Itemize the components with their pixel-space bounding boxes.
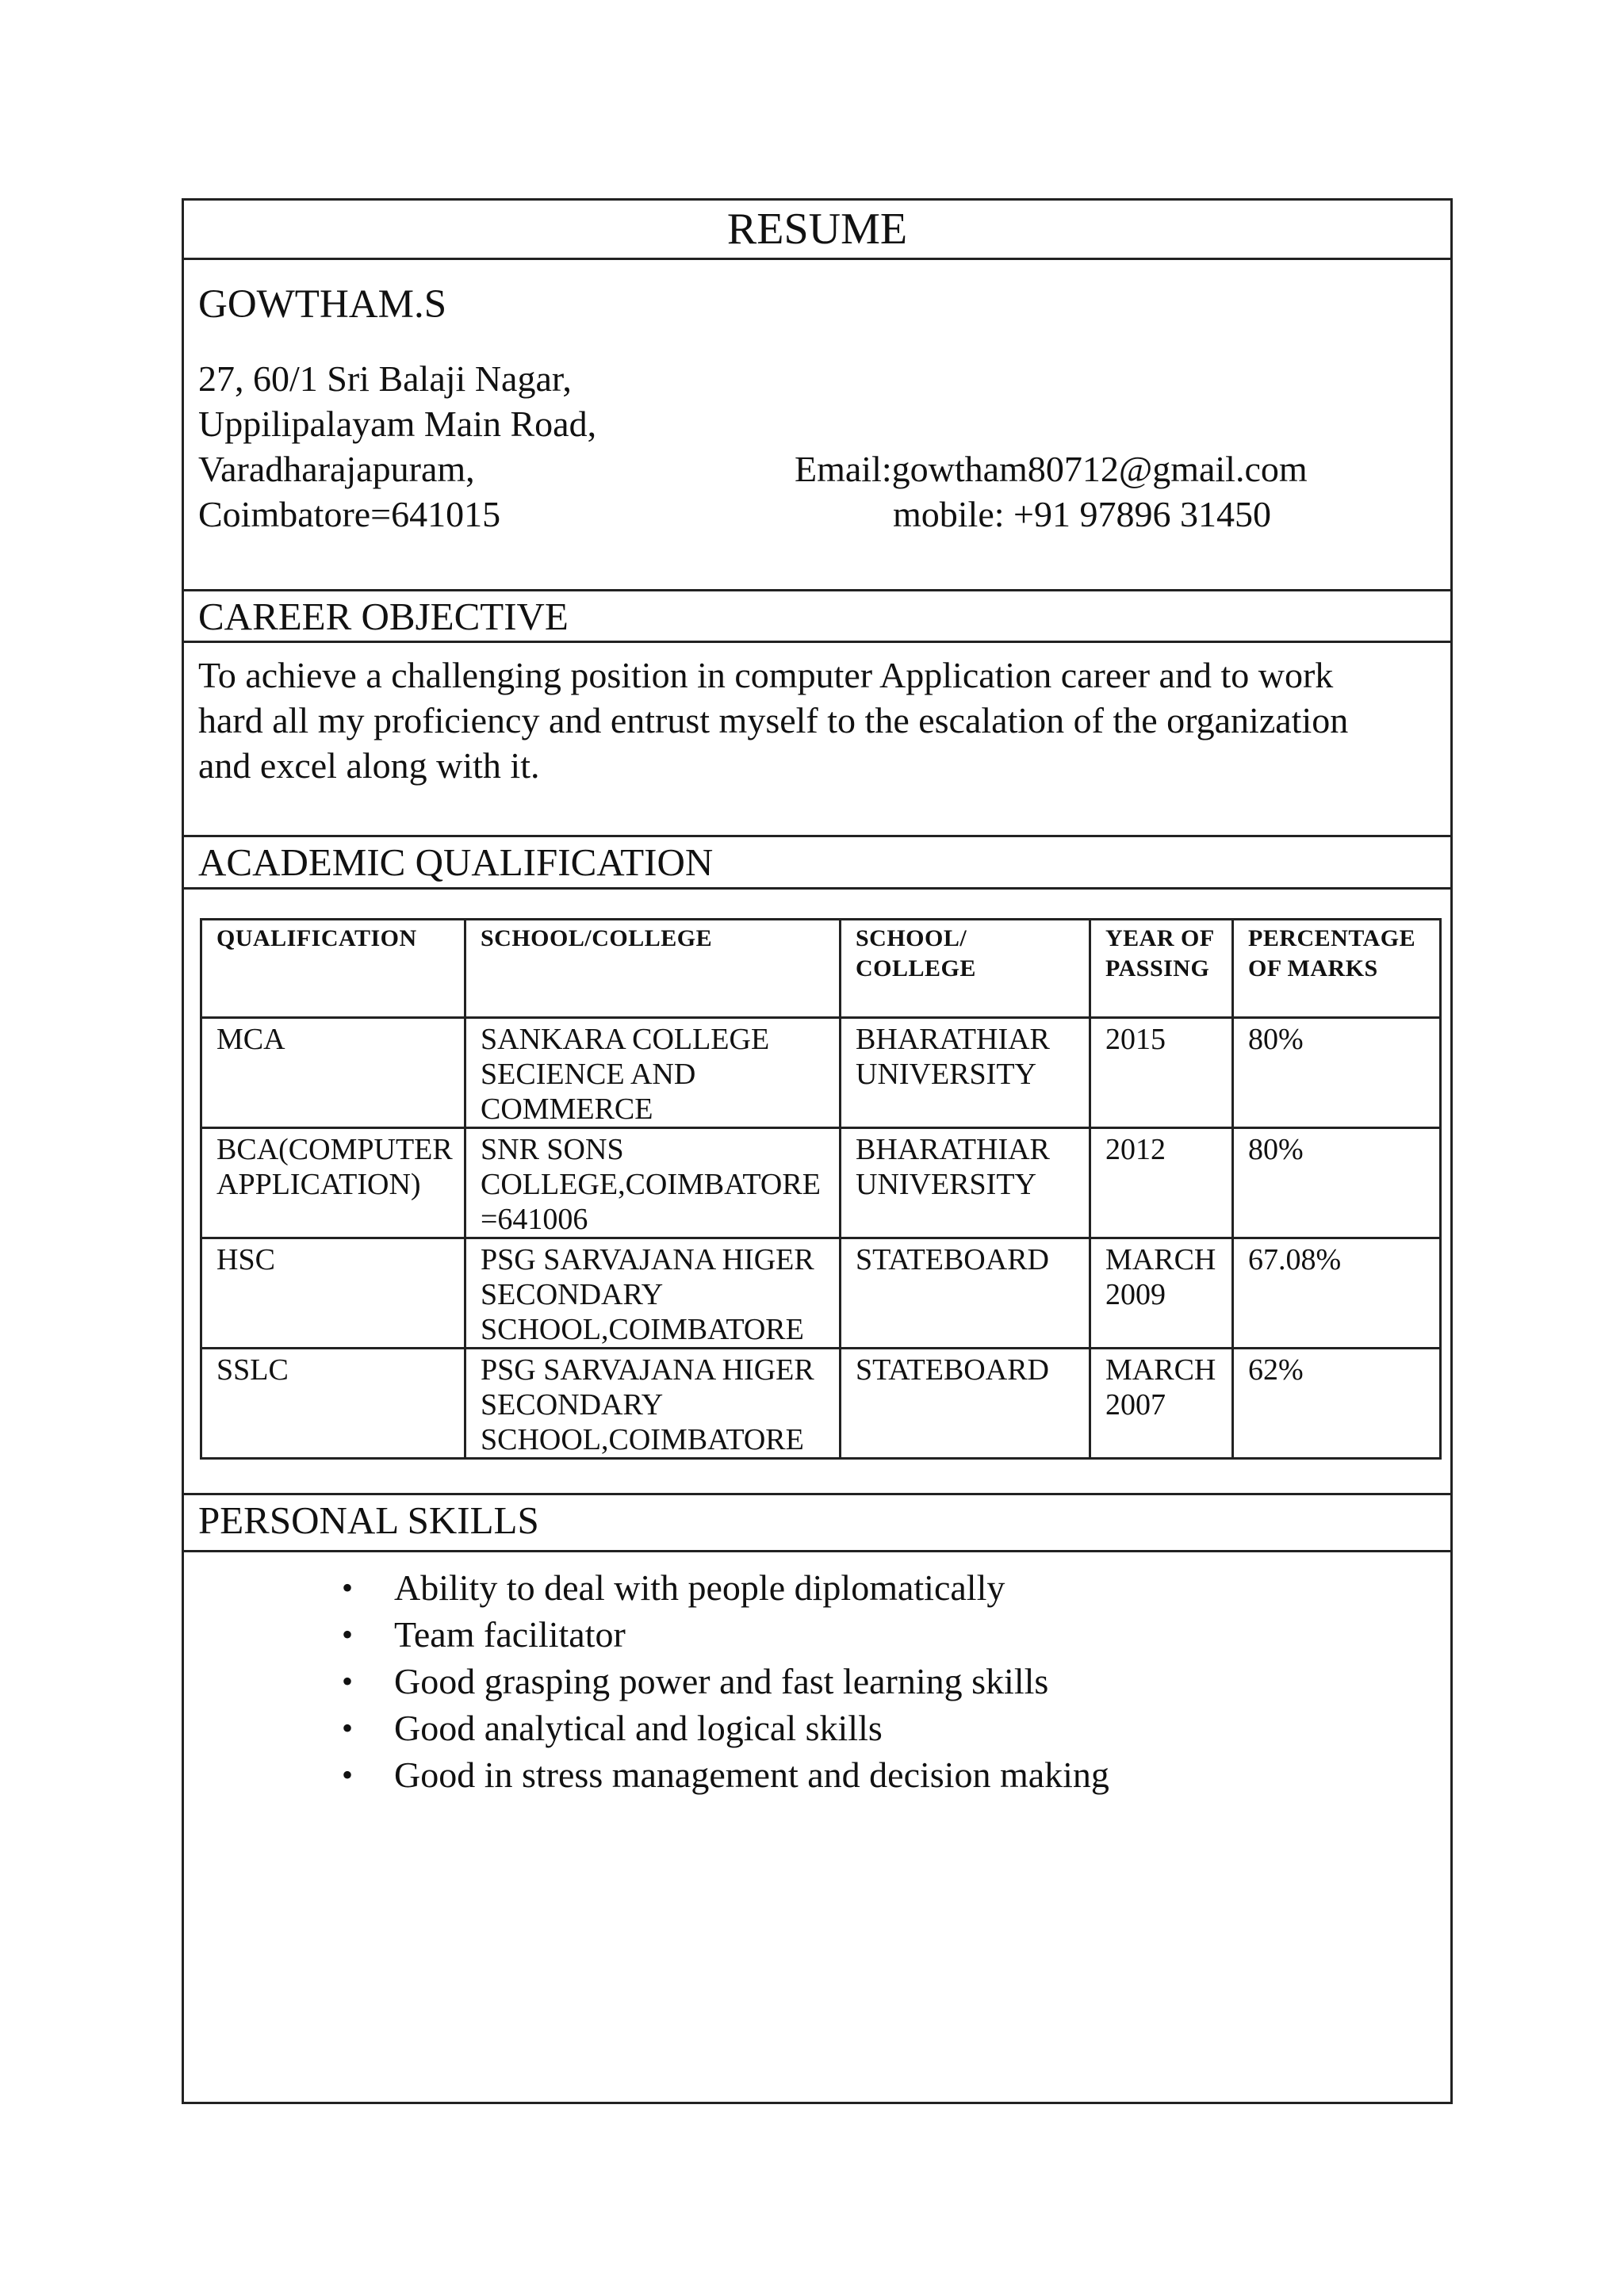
objective-line: To achieve a challenging position in computer Application career and to work xyxy=(198,655,1334,695)
list-item xyxy=(342,1658,1109,1705)
skill-text: Team facilitator xyxy=(394,1614,626,1655)
column-header: SCHOOL/ COLLEGE xyxy=(841,920,1090,1018)
candidate-name: GOWTHAM.S xyxy=(198,282,447,327)
table-cell: BHARATHIAR UNIVERSITY xyxy=(841,1128,1090,1238)
skill-text: Good analytical and logical skills xyxy=(394,1708,883,1748)
skill-text: Good in stress management and decision making xyxy=(394,1755,1109,1795)
table-row xyxy=(201,1018,1441,1128)
table-cell: 80% xyxy=(1233,1018,1441,1128)
resume-frame xyxy=(182,198,1453,2104)
table-cell: 2015 xyxy=(1090,1018,1233,1128)
table-cell: 80% xyxy=(1233,1128,1441,1238)
resume-title: RESUME xyxy=(726,205,908,254)
divider xyxy=(184,887,1450,890)
table-cell: PSG SARVAJANA HIGER SECONDARY SCHOOL,COIMBATORE xyxy=(465,1238,841,1349)
list-item xyxy=(342,1751,1109,1798)
table-cell: BHARATHIAR UNIVERSITY xyxy=(841,1018,1090,1128)
list-item xyxy=(342,1564,1109,1611)
table-cell: HSC xyxy=(201,1238,465,1349)
divider xyxy=(184,641,1450,643)
table-cell: 67.08% xyxy=(1233,1238,1441,1349)
skill-text: Ability to deal with people diplomatically xyxy=(394,1567,1005,1608)
address-line: Coimbatore=641015 xyxy=(198,494,501,534)
divider xyxy=(184,258,1450,260)
address-block xyxy=(198,356,596,537)
table-cell: 62% xyxy=(1233,1349,1441,1459)
bullet-icon: • xyxy=(342,1617,354,1652)
table-cell: SANKARA COLLEGE SECIENCE AND COMMERCE xyxy=(465,1018,841,1128)
address-line: Uppilipalayam Main Road, xyxy=(198,404,597,444)
bullet-icon: • xyxy=(342,1663,354,1699)
objective-line: and excel along with it. xyxy=(198,745,540,786)
table-row xyxy=(201,1128,1441,1238)
divider xyxy=(184,1550,1450,1552)
table-cell: SNR SONS COLLEGE,COIMBATORE =641006 xyxy=(465,1128,841,1238)
table-cell: MARCH 2007 xyxy=(1090,1349,1233,1459)
table-cell: PSG SARVAJANA HIGER SECONDARY SCHOOL,COIMBATORE xyxy=(465,1349,841,1459)
qualification-table xyxy=(200,918,1442,1460)
table-cell: STATEBOARD xyxy=(841,1349,1090,1459)
table-cell: BCA(COMPUTER APPLICATION) xyxy=(201,1128,465,1238)
career-objective-heading: CAREER OBJECTIVE xyxy=(198,595,569,638)
career-objective-text xyxy=(198,652,1435,788)
table-row xyxy=(201,1349,1441,1459)
column-header: PERCENTAGE OF MARKS xyxy=(1233,920,1441,1018)
personal-skills-heading: PERSONAL SKILLS xyxy=(198,1498,539,1542)
table-cell: STATEBOARD xyxy=(841,1238,1090,1349)
table-cell: MARCH 2009 xyxy=(1090,1238,1233,1349)
bullet-icon: • xyxy=(342,1757,354,1793)
column-header: SCHOOL/COLLEGE xyxy=(465,920,841,1018)
email-text: Email:gowtham80712@gmail.com xyxy=(795,449,1308,489)
table-header-row xyxy=(201,920,1441,1018)
column-header: QUALIFICATION xyxy=(201,920,465,1018)
list-item xyxy=(342,1611,1109,1658)
table-cell: MCA xyxy=(201,1018,465,1128)
table-cell: SSLC xyxy=(201,1349,465,1459)
objective-line: hard all my proficiency and entrust myself to the escalation of the organization xyxy=(198,700,1349,740)
table-cell: 2012 xyxy=(1090,1128,1233,1238)
skill-text: Good grasping power and fast learning skills xyxy=(394,1661,1049,1701)
mobile-text: mobile: +91 97896 31450 xyxy=(893,494,1271,534)
skills-list xyxy=(342,1564,1109,1798)
table-row xyxy=(201,1238,1441,1349)
bullet-icon: • xyxy=(342,1570,354,1605)
address-line: Varadharajapuram, xyxy=(198,449,475,489)
academic-qualification-heading: ACADEMIC QUALIFICATION xyxy=(198,840,714,884)
list-item xyxy=(342,1705,1109,1751)
address-line: 27, 60/1 Sri Balaji Nagar, xyxy=(198,358,572,399)
bullet-icon: • xyxy=(342,1710,354,1746)
column-header: YEAR OF PASSING xyxy=(1090,920,1233,1018)
